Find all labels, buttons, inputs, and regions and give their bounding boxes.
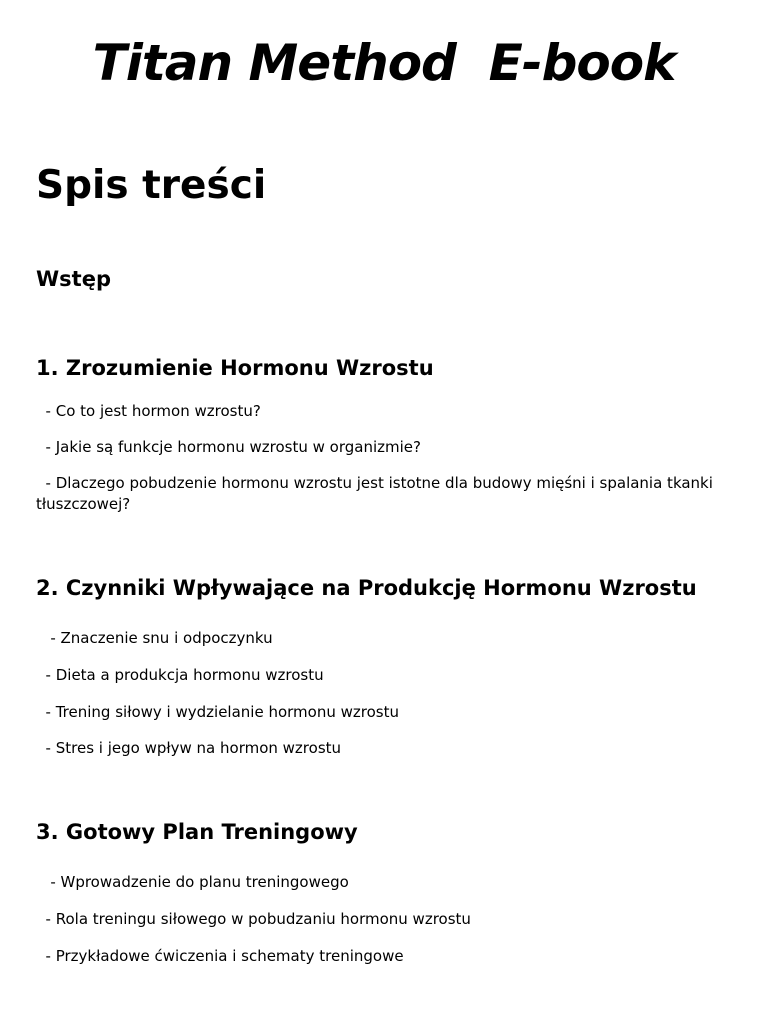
toc-section-1-title: 1. Zrozumienie Hormonu Wzrostu [36,356,434,380]
toc-section-3-item-3: - Przykładowe ćwiczenia i schematy treningowe [36,947,404,965]
toc-section-2-item-4: - Stres i jego wpływ na hormon wzrostu [36,739,342,757]
toc-section-1-item-3: - Dlaczego pobudzenie hormonu wzrostu jest istotne dla budowy mięśni i spalania tkanki tłuszczowej? [36,474,718,513]
toc-section-1-item-2: - Jakie są funkcje hormonu wzrostu w organizmie? [36,438,421,456]
toc-section-2-item-2: - Dieta a produkcja hormonu wzrostu [36,666,324,684]
toc-section-1-item-1: - Co to jest hormon wzrostu? [36,402,261,420]
toc-section-2-item-1: - Znaczenie snu i odpoczynku [36,629,273,647]
toc-section-3-title: 3. Gotowy Plan Treningowy [36,820,358,844]
toc-section-3-item-1: - Wprowadzenie do planu treningowego [36,873,349,891]
toc-section-2-item-3: - Trening siłowy i wydzielanie hormonu wzrostu [36,703,399,721]
toc-intro-entry: Wstęp [36,267,111,291]
toc-heading: Spis treści [36,163,267,208]
ebook-title: Titan Method E-book [92,34,676,92]
toc-section-2-title: 2. Czynniki Wpływające na Produkcję Hormonu Wzrostu [36,576,697,600]
toc-section-3-item-2: - Rola treningu siłowego w pobudzaniu hormonu wzrostu [36,910,471,928]
